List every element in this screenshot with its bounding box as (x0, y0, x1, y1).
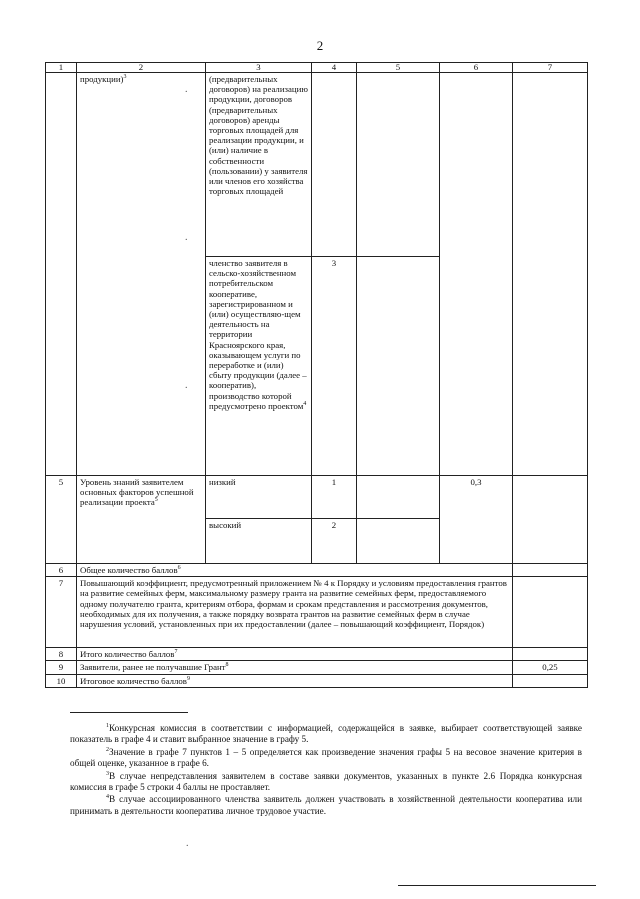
bottom-rule (398, 885, 596, 886)
header-col-7: 7 (513, 63, 588, 73)
row4-indicator-a: (предварительных договоров) на реализацию продукции, договоров (предварительных договоров) аренды торговых площадей для реализации продукции, и (или) наличие в собственности (пользовании) у заявителя или членов его хозяйства торговых площадей (206, 73, 312, 257)
footnote-divider (70, 712, 188, 713)
footnote-ref: 7 (174, 649, 178, 656)
footnote-4: $^4$В случае ассоциированного членства заявитель должен участвовать в хозяйственной деятельности кооператива или принимать в деятельности кооператива личное трудовое участие. (70, 794, 582, 816)
footnote-ref: 8 (225, 662, 229, 669)
row9-text: Заявители, ранее не получавшие Грант$^8$ (77, 661, 513, 674)
header-col-5: 5 (357, 63, 440, 73)
row4-criterion-cell (77, 73, 206, 476)
row9-value: 0,25 (513, 661, 588, 674)
table-row (46, 577, 588, 648)
row7-result (513, 577, 588, 648)
header-row (46, 63, 588, 73)
table-row (46, 476, 588, 519)
row7-num: 7 (46, 577, 77, 648)
row5-criterion: Уровень знаний заявителем основных факторов успешной реализации проекта$^5$ (77, 476, 206, 564)
row4-score-b (357, 257, 440, 476)
row10-text: Итоговое количество баллов$^9$ (77, 674, 513, 687)
row5-result (513, 476, 588, 564)
row8-num: 8 (46, 648, 77, 661)
page-number: 2 (316, 38, 324, 53)
row10-num: 10 (46, 674, 77, 687)
row6-result (513, 564, 588, 577)
row5-high-value: 2 (312, 519, 357, 564)
criteria-table (45, 62, 588, 688)
footnote-2: $^2$Значение в графе 7 пунктов 1 – 5 определяется как произведение значения графы 5 на весовое значение критерия в общей оценке, указанное в графе 6. (70, 746, 582, 769)
row5-high-score (357, 519, 440, 564)
footnote-ref: 3 (123, 74, 127, 81)
header-col-1: 1 (46, 63, 77, 73)
scan-dot: . (185, 380, 188, 391)
scan-dot: . (185, 232, 188, 243)
row8-text: Итого количество баллов$^7$ (77, 648, 513, 661)
footnote-ref: 9 (186, 675, 190, 682)
table-row (46, 648, 588, 661)
row5-weight: 0,3 (440, 476, 513, 564)
row5-low-label: низкий (206, 476, 312, 519)
footnote-ref: 6 (177, 565, 181, 572)
row4-indicator-b: членство заявителя в сельско-хозяйственном потребительском кооперативе, зарегистрированном и (или) осуществляю-щем деятельность на территории Красноярского края, оказывающем услуги по переработке и (или) сбыту продукции (далее – кооператив), производство которой предусмотрено проектом$^4$ (206, 257, 312, 476)
row4-weight-cell (440, 73, 513, 476)
scan-dot: . (186, 838, 189, 849)
row9-num: 9 (46, 661, 77, 674)
row4-result-cell (513, 73, 588, 476)
footnote-ref: 5 (154, 497, 158, 504)
row5-high-label: высокий (206, 519, 312, 564)
header-col-4: 4 (312, 63, 357, 73)
footnote-ref: 4 (303, 400, 307, 407)
table-row (46, 661, 588, 674)
scan-dot: . (185, 84, 188, 95)
footnotes (70, 723, 582, 818)
row10-result (513, 674, 588, 687)
header-col-2: 2 (77, 63, 206, 73)
header-col-3: 3 (206, 63, 312, 73)
footnote-1: $^1$Конкурсная комиссия в соответствии с информацией, содержащейся в заявке, выбирает соответствующей заявке показатель в графе 4 и ставит выбранное значение в графу 5. (70, 722, 582, 745)
row8-result (513, 648, 588, 661)
row4-num-cell (46, 73, 77, 476)
row4-value-a (312, 73, 357, 257)
row4-value-b: 3 (312, 257, 357, 476)
row5-low-score (357, 476, 440, 519)
table-row (46, 674, 588, 687)
row7-text: Повышающий коэффициент, предусмотренный приложением № 4 к Порядку и условиям предоставления грантов на развитие семейных ферм, максимальному размеру гранта на развитие семейных ферм, предоставляемого одному получателю гранта, критериям отбора, формам и срокам представления и рассмотрения документов, необходимых для их получения, а также порядку возврата грантов на развитие семейных ферм в случае нарушения условий, установленных при их предоставлении (далее – повышающий коэффициент, Порядок) (77, 577, 513, 648)
table-row (46, 564, 588, 577)
row6-num: 6 (46, 564, 77, 577)
table-row (46, 73, 588, 257)
header-col-6: 6 (440, 63, 513, 73)
row4-score-a (357, 73, 440, 257)
row4-criterion-text: продукции) (80, 74, 124, 84)
row5-num: 5 (46, 476, 77, 564)
footnote-3: $^3$В случае непредставления заявителем в составе заявки документов, указанных в пункте 2.6 Порядка конкурсная комиссия в графе 5 строки 4 баллы не проставляет. (70, 770, 582, 793)
row6-text: Общее количество баллов$^6$ (77, 564, 513, 577)
row5-low-value: 1 (312, 476, 357, 519)
